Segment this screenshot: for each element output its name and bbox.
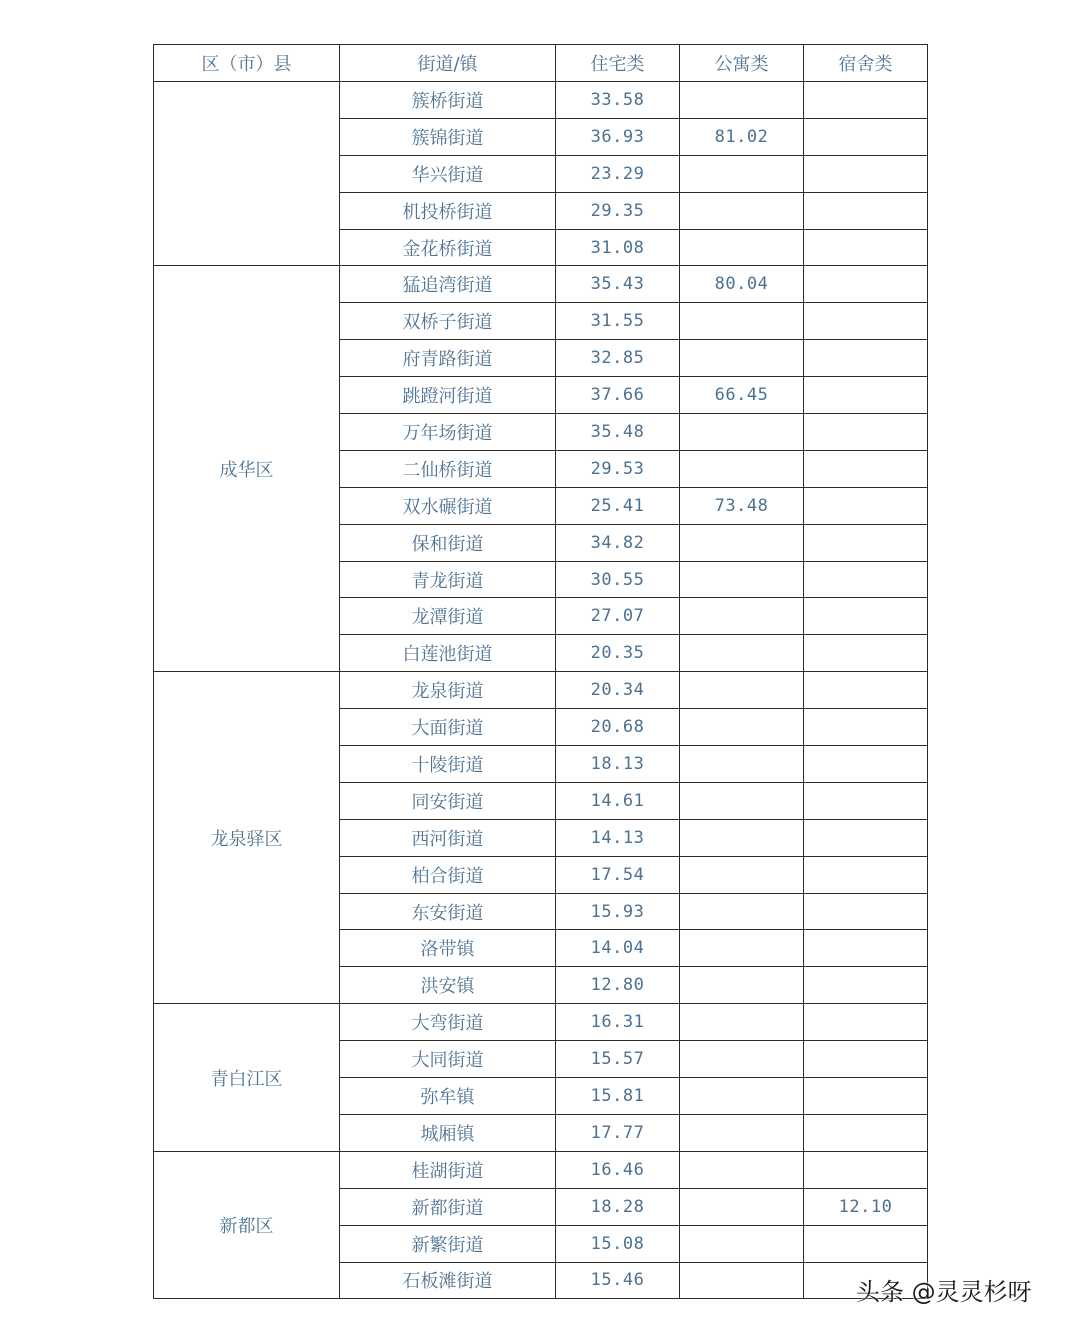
- street-cell: 双水碾街道: [340, 487, 556, 524]
- apartment-cell: 80.04: [680, 266, 804, 303]
- residential-cell: 33.58: [556, 82, 680, 119]
- district-cell: [154, 82, 340, 266]
- dormitory-cell: [804, 967, 928, 1004]
- watermark: 头条 @灵灵杉呀: [856, 1278, 1032, 1306]
- apartment-cell: [680, 561, 804, 598]
- apartment-cell: 81.02: [680, 118, 804, 155]
- residential-cell: 16.46: [556, 1151, 680, 1188]
- dormitory-cell: [804, 782, 928, 819]
- apartment-cell: [680, 1041, 804, 1078]
- residential-cell: 35.43: [556, 266, 680, 303]
- residential-cell: 23.29: [556, 155, 680, 192]
- header-district: 区（市）县: [154, 45, 340, 82]
- street-cell: 柏合街道: [340, 856, 556, 893]
- street-cell: 机投桥街道: [340, 192, 556, 229]
- street-cell: 弥牟镇: [340, 1078, 556, 1115]
- street-cell: 西河街道: [340, 819, 556, 856]
- apartment-cell: [680, 709, 804, 746]
- district-cell: 龙泉驿区: [154, 672, 340, 1004]
- apartment-cell: [680, 598, 804, 635]
- residential-cell: 14.61: [556, 782, 680, 819]
- street-cell: 簇桥街道: [340, 82, 556, 119]
- dormitory-cell: [804, 303, 928, 340]
- apartment-cell: [680, 1078, 804, 1115]
- street-cell: 龙泉街道: [340, 672, 556, 709]
- dormitory-cell: [804, 930, 928, 967]
- residential-cell: 29.53: [556, 450, 680, 487]
- dormitory-cell: [804, 1225, 928, 1262]
- residential-cell: 15.46: [556, 1262, 680, 1299]
- table-row: [154, 672, 928, 709]
- residential-cell: 31.55: [556, 303, 680, 340]
- residential-cell: 12.80: [556, 967, 680, 1004]
- street-cell: 洪安镇: [340, 967, 556, 1004]
- table-row: [154, 1151, 928, 1188]
- apartment-cell: [680, 1114, 804, 1151]
- table-row: [154, 82, 928, 119]
- apartment-cell: [680, 450, 804, 487]
- residential-cell: 14.13: [556, 819, 680, 856]
- street-cell: 城厢镇: [340, 1114, 556, 1151]
- residential-cell: 31.08: [556, 229, 680, 266]
- district-cell: 青白江区: [154, 1004, 340, 1152]
- dormitory-cell: [804, 266, 928, 303]
- street-cell: 大弯街道: [340, 1004, 556, 1041]
- price-table: [153, 44, 928, 1299]
- residential-cell: 30.55: [556, 561, 680, 598]
- dormitory-cell: [804, 487, 928, 524]
- table-body: [154, 82, 928, 1299]
- apartment-cell: [680, 82, 804, 119]
- dormitory-cell: [804, 229, 928, 266]
- dormitory-cell: [804, 561, 928, 598]
- apartment-cell: [680, 340, 804, 377]
- street-cell: 大同街道: [340, 1041, 556, 1078]
- residential-cell: 18.13: [556, 746, 680, 783]
- residential-cell: 16.31: [556, 1004, 680, 1041]
- residential-cell: 15.57: [556, 1041, 680, 1078]
- street-cell: 桂湖街道: [340, 1151, 556, 1188]
- street-cell: 簇锦街道: [340, 118, 556, 155]
- apartment-cell: [680, 893, 804, 930]
- dormitory-cell: [804, 1114, 928, 1151]
- residential-cell: 20.34: [556, 672, 680, 709]
- residential-cell: 36.93: [556, 118, 680, 155]
- street-cell: 洛带镇: [340, 930, 556, 967]
- apartment-cell: [680, 930, 804, 967]
- dormitory-cell: [804, 450, 928, 487]
- apartment-cell: [680, 192, 804, 229]
- header-dormitory: 宿舍类: [804, 45, 928, 82]
- dormitory-cell: [804, 192, 928, 229]
- apartment-cell: [680, 856, 804, 893]
- street-cell: 新都街道: [340, 1188, 556, 1225]
- street-cell: 保和街道: [340, 524, 556, 561]
- dormitory-cell: [804, 82, 928, 119]
- table-row: [154, 1004, 928, 1041]
- apartment-cell: [680, 746, 804, 783]
- district-cell: 新都区: [154, 1151, 340, 1299]
- residential-cell: 35.48: [556, 414, 680, 451]
- dormitory-cell: 12.10: [804, 1188, 928, 1225]
- street-cell: 双桥子街道: [340, 303, 556, 340]
- apartment-cell: [680, 414, 804, 451]
- dormitory-cell: [804, 635, 928, 672]
- residential-cell: 32.85: [556, 340, 680, 377]
- dormitory-cell: [804, 1151, 928, 1188]
- apartment-cell: [680, 672, 804, 709]
- street-cell: 猛追湾街道: [340, 266, 556, 303]
- apartment-cell: [680, 782, 804, 819]
- dormitory-cell: [804, 856, 928, 893]
- residential-cell: 25.41: [556, 487, 680, 524]
- street-cell: 东安街道: [340, 893, 556, 930]
- residential-cell: 34.82: [556, 524, 680, 561]
- residential-cell: 29.35: [556, 192, 680, 229]
- district-cell: 成华区: [154, 266, 340, 672]
- street-cell: 同安街道: [340, 782, 556, 819]
- dormitory-cell: [804, 1041, 928, 1078]
- apartment-cell: [680, 229, 804, 266]
- residential-cell: 18.28: [556, 1188, 680, 1225]
- dormitory-cell: [804, 118, 928, 155]
- street-cell: 华兴街道: [340, 155, 556, 192]
- table-row: [154, 266, 928, 303]
- apartment-cell: [680, 635, 804, 672]
- street-cell: 龙潭街道: [340, 598, 556, 635]
- dormitory-cell: [804, 819, 928, 856]
- residential-cell: 15.08: [556, 1225, 680, 1262]
- dormitory-cell: [804, 524, 928, 561]
- apartment-cell: [680, 155, 804, 192]
- apartment-cell: 66.45: [680, 377, 804, 414]
- dormitory-cell: [804, 709, 928, 746]
- street-cell: 府青路街道: [340, 340, 556, 377]
- header-row: [154, 45, 928, 82]
- street-cell: 白莲池街道: [340, 635, 556, 672]
- apartment-cell: [680, 967, 804, 1004]
- residential-cell: 15.93: [556, 893, 680, 930]
- dormitory-cell: [804, 1078, 928, 1115]
- dormitory-cell: [804, 340, 928, 377]
- dormitory-cell: [804, 746, 928, 783]
- apartment-cell: [680, 303, 804, 340]
- dormitory-cell: [804, 672, 928, 709]
- street-cell: 金花桥街道: [340, 229, 556, 266]
- residential-cell: 17.54: [556, 856, 680, 893]
- street-cell: 二仙桥街道: [340, 450, 556, 487]
- apartment-cell: [680, 1188, 804, 1225]
- apartment-cell: [680, 524, 804, 561]
- residential-cell: 20.35: [556, 635, 680, 672]
- street-cell: 新繁街道: [340, 1225, 556, 1262]
- street-cell: 十陵街道: [340, 746, 556, 783]
- street-cell: 大面街道: [340, 709, 556, 746]
- dormitory-cell: [804, 598, 928, 635]
- apartment-cell: [680, 1004, 804, 1041]
- residential-cell: 17.77: [556, 1114, 680, 1151]
- header-residential: 住宅类: [556, 45, 680, 82]
- dormitory-cell: [804, 893, 928, 930]
- residential-cell: 27.07: [556, 598, 680, 635]
- dormitory-cell: [804, 414, 928, 451]
- header-apartment: 公寓类: [680, 45, 804, 82]
- street-cell: 青龙街道: [340, 561, 556, 598]
- residential-cell: 20.68: [556, 709, 680, 746]
- apartment-cell: [680, 1262, 804, 1299]
- dormitory-cell: [804, 377, 928, 414]
- street-cell: 万年场街道: [340, 414, 556, 451]
- apartment-cell: 73.48: [680, 487, 804, 524]
- dormitory-cell: [804, 1004, 928, 1041]
- residential-cell: 14.04: [556, 930, 680, 967]
- header-street: 街道/镇: [340, 45, 556, 82]
- street-cell: 石板滩街道: [340, 1262, 556, 1299]
- residential-cell: 15.81: [556, 1078, 680, 1115]
- apartment-cell: [680, 1225, 804, 1262]
- street-cell: 跳蹬河街道: [340, 377, 556, 414]
- apartment-cell: [680, 1151, 804, 1188]
- residential-cell: 37.66: [556, 377, 680, 414]
- dormitory-cell: [804, 155, 928, 192]
- apartment-cell: [680, 819, 804, 856]
